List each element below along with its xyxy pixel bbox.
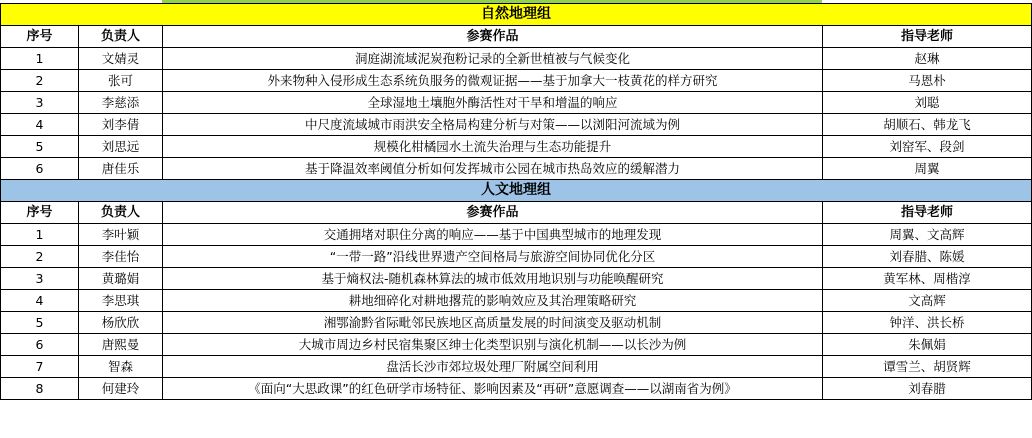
work-title: 外来物种入侵形成生态系统负服务的微观证据——基于加拿大一枝黄花的样方研究: [163, 70, 823, 92]
advisor-name: 胡顺石、韩龙飞: [823, 114, 1032, 136]
leader-name: 刘李倩: [79, 114, 163, 136]
row-number: 2: [1, 246, 79, 268]
natural-group-banner: [1, 4, 1032, 26]
advisor-name: 周翼: [823, 158, 1032, 180]
advisor-name: 赵琳: [823, 48, 1032, 70]
header-leader: 负责人: [79, 26, 163, 48]
table-row: [1, 334, 1032, 356]
header-work: 参赛作品: [163, 26, 823, 48]
row-number: 6: [1, 158, 79, 180]
advisor-name: 周翼、文高辉: [823, 224, 1032, 246]
row-number: 4: [1, 114, 79, 136]
row-number: 4: [1, 290, 79, 312]
work-title: 大城市周边乡村民宿集聚区绅士化类型识别与演化机制——以长沙为例: [163, 334, 823, 356]
leader-name: 李叶颖: [79, 224, 163, 246]
table-row: [1, 48, 1032, 70]
row-number: 8: [1, 378, 79, 400]
work-title: 湘鄂渝黔省际毗邻民族地区高质量发展的时间演变及驱动机制: [163, 312, 823, 334]
advisor-name: 刘窑军、段剑: [823, 136, 1032, 158]
table-row: [1, 246, 1032, 268]
row-number: 5: [1, 136, 79, 158]
group-title: 人文地理组: [1, 180, 1032, 202]
header-leader: 负责人: [79, 202, 163, 224]
natural-header-row: [1, 26, 1032, 48]
leader-name: 文婧灵: [79, 48, 163, 70]
row-number: 7: [1, 356, 79, 378]
leader-name: 李慈添: [79, 92, 163, 114]
human-group-banner: [1, 180, 1032, 202]
table-row: [1, 312, 1032, 334]
row-number: 1: [1, 224, 79, 246]
advisor-name: 黄军林、周楷淳: [823, 268, 1032, 290]
leader-name: 黄璐娟: [79, 268, 163, 290]
group-title: 自然地理组: [1, 4, 1032, 26]
advisor-name: 谭雪兰、胡贤辉: [823, 356, 1032, 378]
leader-name: 唐佳乐: [79, 158, 163, 180]
advisor-name: 刘聪: [823, 92, 1032, 114]
leader-name: 杨欣欣: [79, 312, 163, 334]
row-number: 3: [1, 268, 79, 290]
row-number: 1: [1, 48, 79, 70]
work-title: 基于降温效率阈值分析如何发挥城市公园在城市热岛效应的缓解潜力: [163, 158, 823, 180]
table-row: [1, 378, 1032, 400]
table-row: [1, 136, 1032, 158]
work-title: 洞庭湖流域泥炭孢粉记录的全新世植被与气候变化: [163, 48, 823, 70]
leader-name: 刘思远: [79, 136, 163, 158]
work-title: 中尺度流域城市雨洪安全格局构建分析与对策——以浏阳河流域为例: [163, 114, 823, 136]
work-title: 《面向“大思政课”的红色研学市场特征、影响因素及“再研”意愿调查——以湖南省为例》: [163, 378, 823, 400]
competition-table: [0, 3, 1032, 400]
table-row: [1, 114, 1032, 136]
work-title: 基于熵权法-随机森林算法的城市低效用地识别与功能唤醒研究: [163, 268, 823, 290]
leader-name: 李佳怡: [79, 246, 163, 268]
advisor-name: 刘春腊、陈媛: [823, 246, 1032, 268]
row-number: 2: [1, 70, 79, 92]
work-title: “一带一路”沿线世界遗产空间格局与旅游空间协同优化分区: [163, 246, 823, 268]
advisor-name: 刘春腊: [823, 378, 1032, 400]
leader-name: 何建玲: [79, 378, 163, 400]
table-row: [1, 70, 1032, 92]
human-header-row: [1, 202, 1032, 224]
advisor-name: 马恩朴: [823, 70, 1032, 92]
advisor-name: 文高辉: [823, 290, 1032, 312]
leader-name: 智森: [79, 356, 163, 378]
advisor-name: 朱佩娟: [823, 334, 1032, 356]
work-title: 规模化柑橘园水土流失治理与生态功能提升: [163, 136, 823, 158]
table-row: [1, 92, 1032, 114]
header-work: 参赛作品: [163, 202, 823, 224]
header-advisor: 指导老师: [823, 26, 1032, 48]
leader-name: 张可: [79, 70, 163, 92]
row-number: 5: [1, 312, 79, 334]
table-row: [1, 224, 1032, 246]
header-advisor: 指导老师: [823, 202, 1032, 224]
work-title: 耕地细碎化对耕地撂荒的影响效应及其治理策略研究: [163, 290, 823, 312]
leader-name: 李思琪: [79, 290, 163, 312]
header-no: 序号: [1, 202, 79, 224]
leader-name: 唐熙曼: [79, 334, 163, 356]
work-title: 盘活长沙市郊垃圾处理厂附属空间利用: [163, 356, 823, 378]
table-row: [1, 356, 1032, 378]
table-row: [1, 268, 1032, 290]
header-no: 序号: [1, 26, 79, 48]
advisor-name: 钟洋、洪长桥: [823, 312, 1032, 334]
work-title: 全球湿地土壤胞外酶活性对干旱和增温的响应: [163, 92, 823, 114]
row-number: 6: [1, 334, 79, 356]
table-row: [1, 158, 1032, 180]
work-title: 交通拥堵对职住分离的响应——基于中国典型城市的地理发现: [163, 224, 823, 246]
table-row: [1, 290, 1032, 312]
row-number: 3: [1, 92, 79, 114]
